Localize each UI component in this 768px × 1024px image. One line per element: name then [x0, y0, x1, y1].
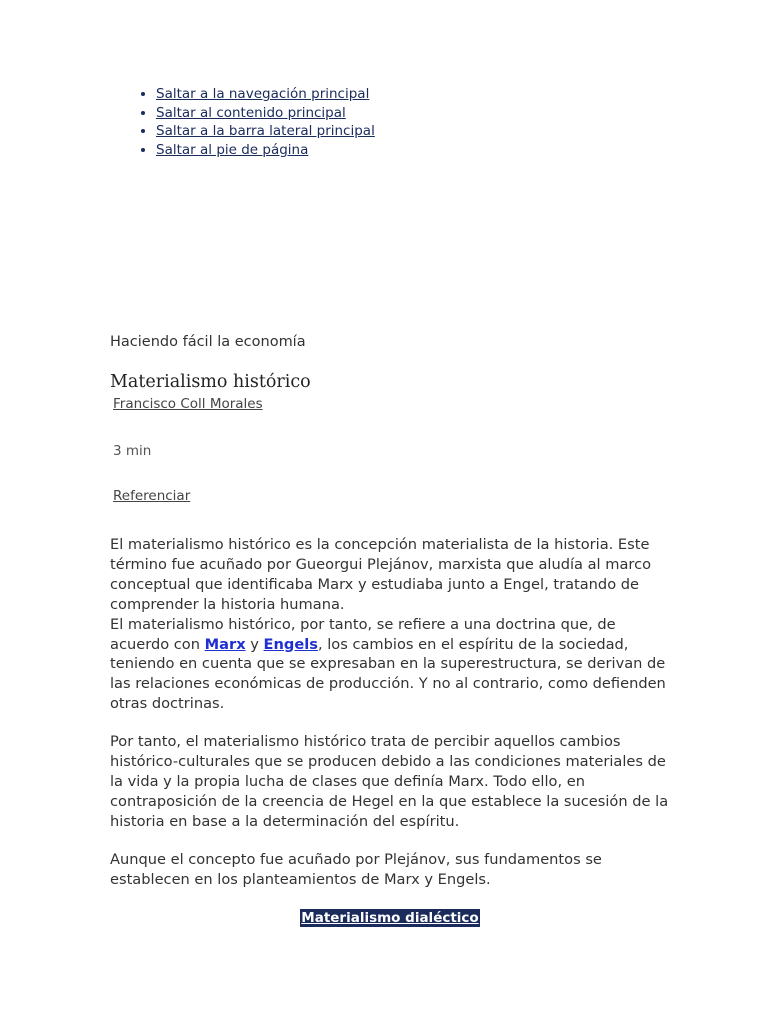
skip-links-list [112, 85, 375, 159]
paragraph-foundations: Aunque el concepto fue acuñado por Plejánov, sus fundamentos se establecen en los planteamientos de Marx y Engels. [110, 850, 602, 888]
skip-link-item [156, 85, 375, 104]
article-body [110, 535, 670, 928]
paragraph-text: y [245, 635, 264, 653]
site-tagline: Haciendo fácil la economía [110, 334, 306, 350]
paragraph-intro: El materialismo histórico es la concepción materialista de la historia. Este término fue acuñado por Gueorgui Plejánov, marxista que aludía al marco conceptual que identificaba Marx y estudiaba junto a Engel, tratando de comprender la historia humana. [110, 536, 652, 613]
paragraph-cultural-changes: Por tanto, el materialismo histórico trata de percibir aquellos cambios histórico-culturales que se producen debido a las condiciones materiales de la vida y la propia lucha de clases que definía Marx. Todo ello, en contraposición de la creencia de Hegel en la que establece la sucesión de la historia en base a la determinación del espíritu. [110, 733, 669, 830]
article-title: Materialismo histórico [110, 372, 311, 392]
author-link[interactable]: Francisco Coll Morales [113, 396, 263, 412]
paragraph-text: El materialismo histórico, por tanto, se refiere a una doctrina que, de acuerdo con [110, 615, 616, 653]
related-article-link[interactable]: Materialismo dialéctico [301, 909, 479, 926]
reference-link[interactable]: Referenciar [113, 488, 191, 504]
skip-to-footer-link[interactable]: Saltar al pie de página [156, 141, 309, 158]
skip-to-main-navigation-link[interactable]: Saltar a la navegación principal [156, 86, 370, 102]
skip-to-main-content-link[interactable]: Saltar al contenido principal [156, 104, 346, 121]
reading-time: 3 min [113, 443, 152, 459]
skip-link-item [156, 122, 375, 141]
skip-link-item [156, 141, 375, 160]
engels-link[interactable]: Engels [263, 635, 318, 653]
paragraph-doctrine [110, 615, 670, 715]
paragraph-text: , los cambios en el espíritu de la sociedad, teniendo en cuenta que se expresaban en la superestructura, se derivan de las relaciones económicas de producción. Y no al contrario, como defienden otras doctrinas. [110, 635, 666, 713]
marx-link[interactable]: Marx [204, 635, 246, 653]
skip-link-item [156, 104, 375, 123]
related-article [110, 908, 670, 929]
skip-to-sidebar-link[interactable]: Saltar a la barra lateral principal [156, 123, 375, 139]
